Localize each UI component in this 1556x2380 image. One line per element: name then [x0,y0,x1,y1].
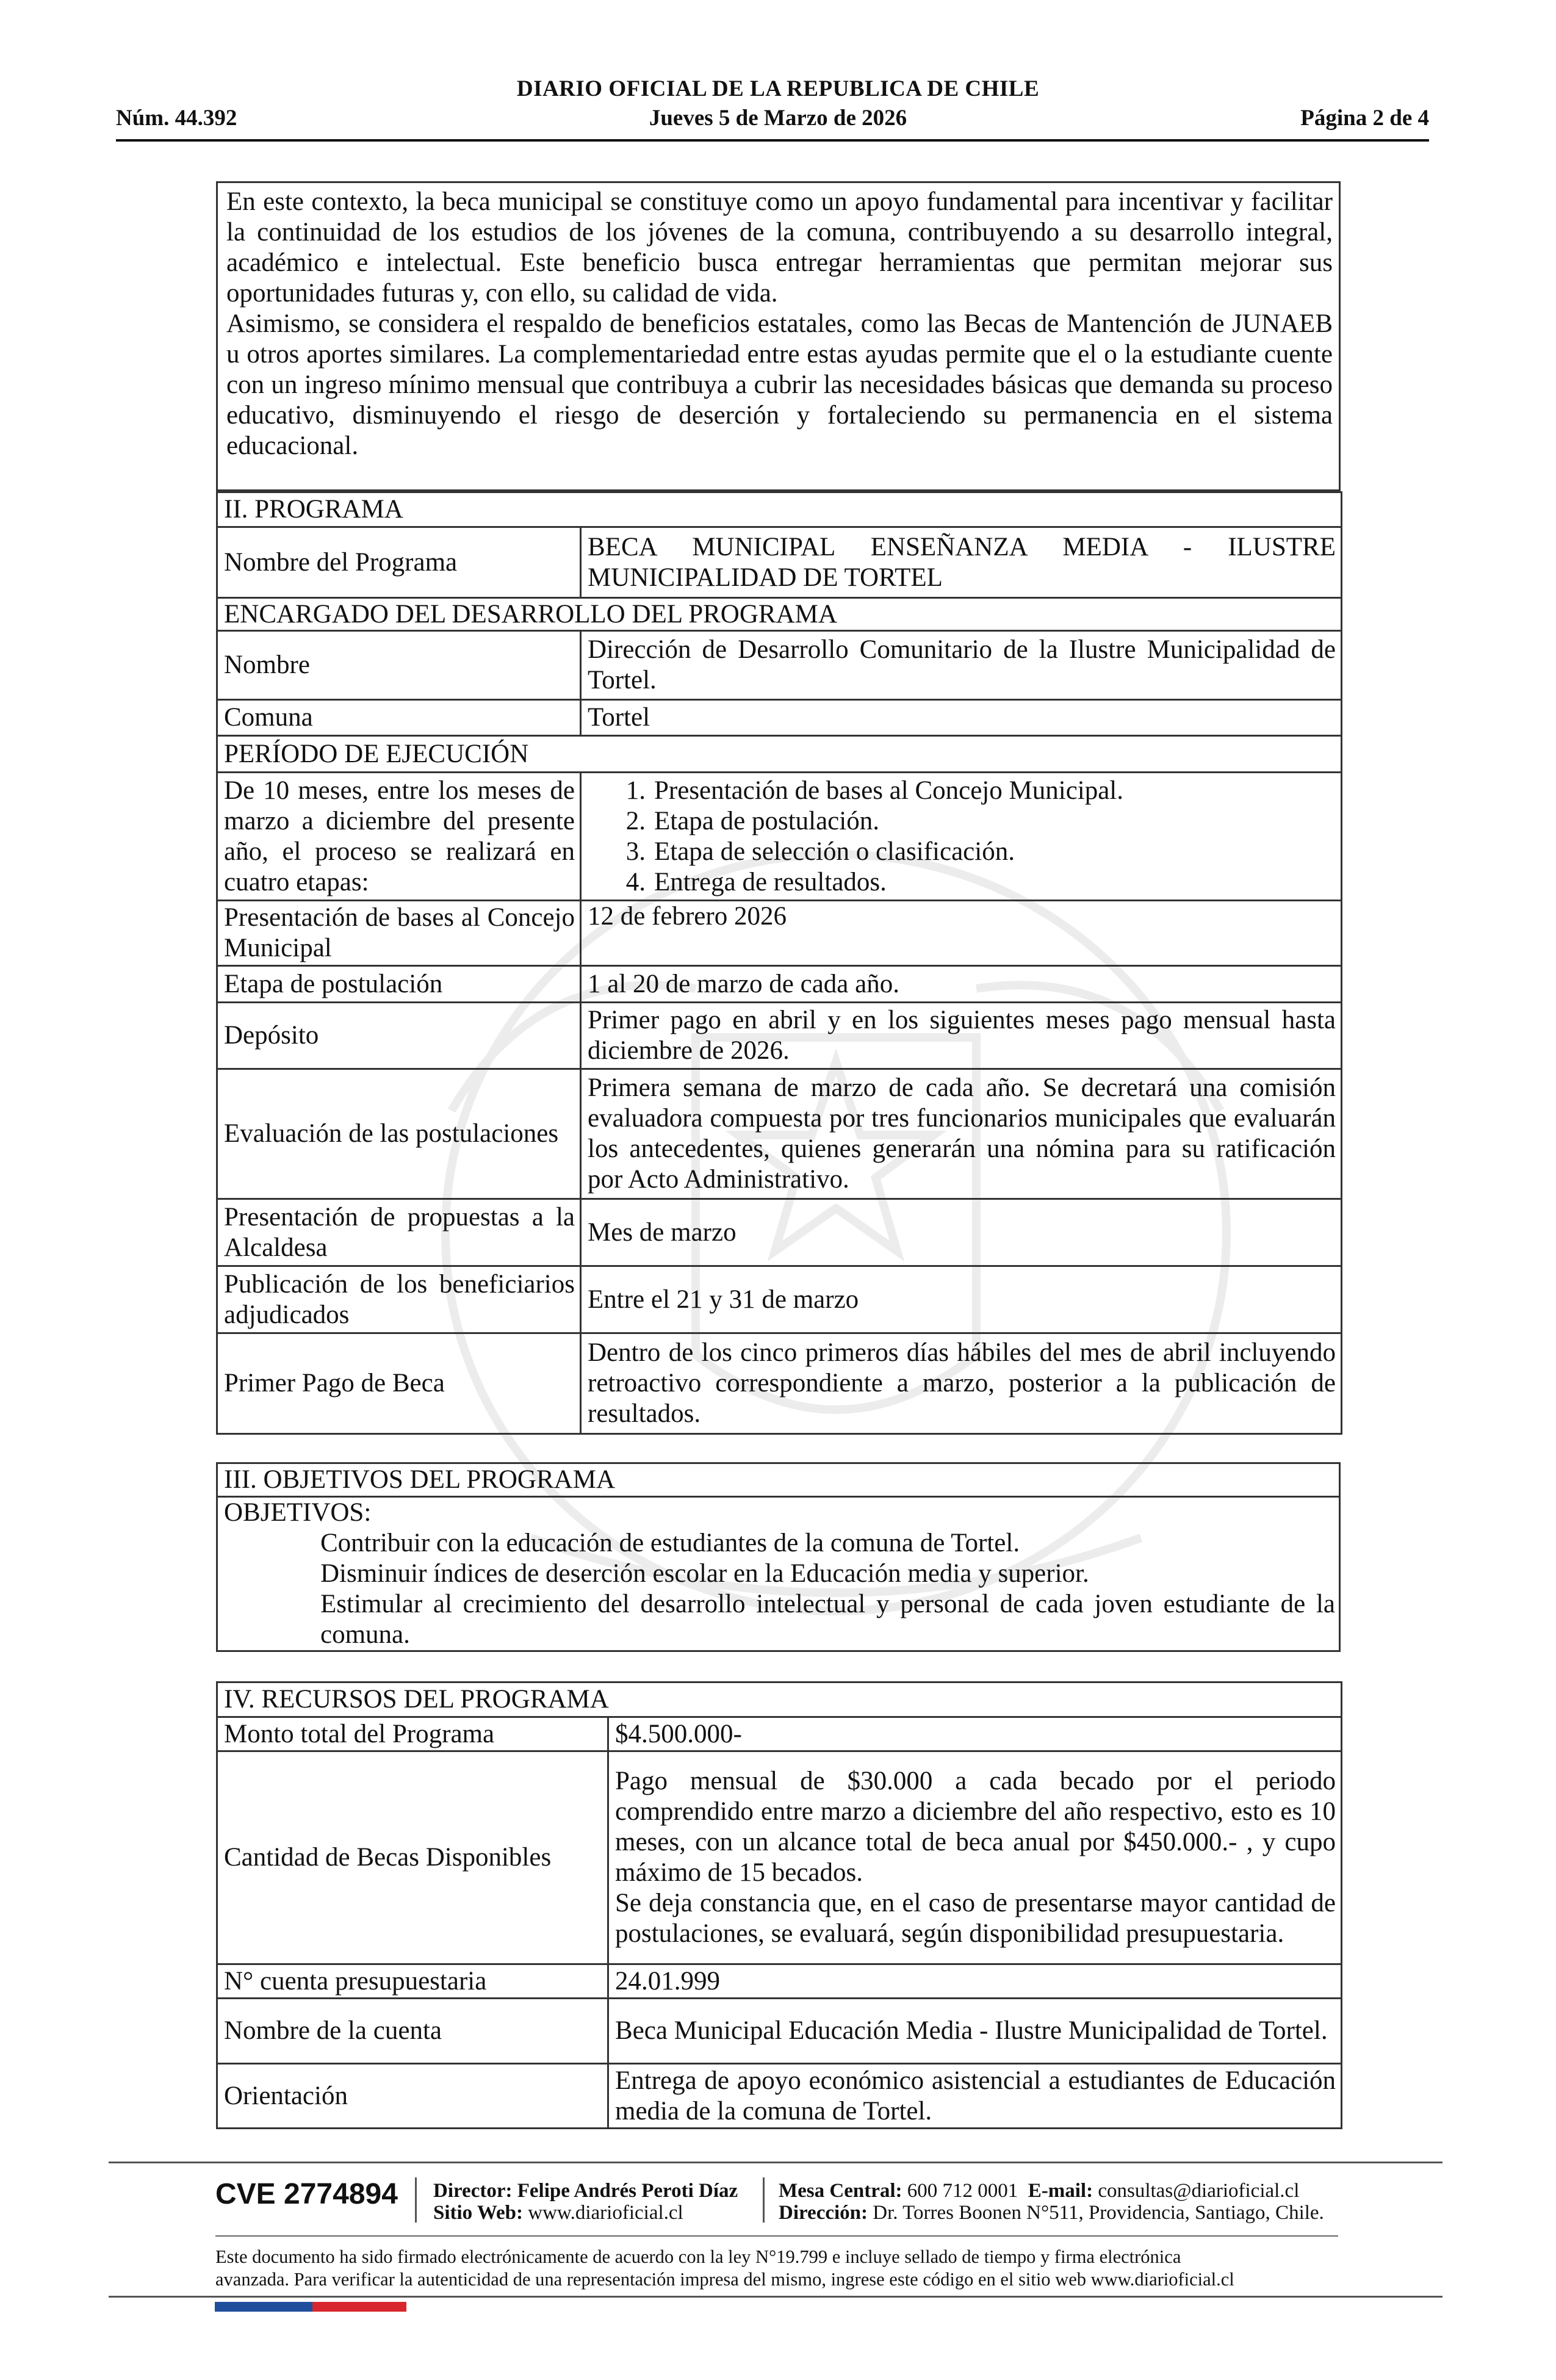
director-info [433,2180,738,2224]
newspaper-title: DIARIO OFICIAL DE LA REPUBLICA DE CHILE [516,76,1040,101]
footer-separator [763,2177,765,2223]
label-encargado-nombre: Nombre [217,631,581,700]
encargado-header: ENCARGADO DEL DESARROLLO DEL PROGRAMA [217,598,1342,631]
value-becas [608,1751,1342,1964]
table-row-value: 12 de febrero 2026 [581,901,1342,966]
legal-line: avanzada. Para verificar la autenticidad de una representación impresa del mismo, ingrese este código en el sitio web www.diarioficial.cl [215,2269,1234,2290]
table-row-value: Dentro de los cinco primeros días hábiles del mes de abril incluyendo retroactivo correspondiente a marzo, posterior a la publicación de resultados. [581,1333,1342,1434]
label-nombre-programa: Nombre del Programa [217,527,581,598]
label-becas: Cantidad de Becas Disponibles [217,1751,608,1964]
list-item: Estimular al crecimiento del desarrollo intelectual y personal de cada joven estudiante de la comuna. [320,1590,1335,1649]
website-link[interactable]: www.diarioficial.cl [528,2202,683,2224]
objetivos-title: OBJETIVOS: [224,1498,372,1527]
direccion-label: Dirección: [779,2202,868,2224]
value-monto: $4.500.000- [608,1717,1342,1751]
becas-paragraph-1: Pago mensual de $30.000 a cada becado por el periodo comprendido entre marzo a diciembre del año respectivo, esto es 10 meses, con un alcance total de beca anual por $450.000.- , y cupo máximo de 15 becados. [615,1767,1336,1887]
legal-line: Este documento ha sido firmado electrónicamente de acuerdo con la ley N°19.799 e incluye sellado de tiempo y firma electrónica [215,2246,1181,2267]
list-item: Contribuir con la educación de estudiantes de la comuna de Tortel. [320,1529,1020,1557]
table-row-label: Publicación de los beneficiarios adjudicados [217,1266,581,1333]
cve-code: CVE 2774894 [215,2178,398,2210]
label-periodo: De 10 meses, entre los meses de marzo a diciembre del presente año, el proceso se realizará en cuatro etapas: [217,773,581,901]
section-title-objetivos: III. OBJETIVOS DEL PROGRAMA [218,1464,1339,1498]
table-row-value: 1 al 20 de marzo de cada año. [581,966,1342,1003]
website-label: Sitio Web: [433,2202,524,2224]
mesa-phone: 600 712 0001 [907,2180,1018,2202]
footer-separator [415,2177,417,2223]
contact-info [779,2180,1324,2224]
list-item: 1. Presentación de bases al Concejo Municipal. [625,776,1124,805]
intro-paragraph-1: En este contexto, la beca municipal se constituye como un apoyo fundamental para incentivar y facilitar la continuidad de los estudios de los jóvenes de la comuna, contribuyendo a su desarrollo integral, académico e intelectual. Este beneficio busca entregar herramientas que permitan mejorar sus oportunidades futuras y, con ello, su calidad de vida. [226,187,1333,308]
value-nombre-programa: BECA MUNICIPAL ENSEÑANZA MEDIA - ILUSTRE MUNICIPALIDAD DE TORTEL [581,527,1342,598]
flag-stripe-blue [215,2302,312,2312]
issue-number: Núm. 44.392 [116,106,237,131]
value-nombre-cuenta: Beca Municipal Educación Media - Ilustre Municipalidad de Tortel. [608,1999,1342,2064]
table-row-label: Presentación de propuestas a la Alcaldesa [217,1199,581,1266]
label-cuenta: N° cuenta presupuestaria [217,1964,608,1999]
value-cuenta: 24.01.999 [608,1964,1342,1999]
intro-paragraph-2: Asimismo, se considera el respaldo de beneficios estatales, como las Becas de Mantención de JUNAEB u otros aportes similares. La complementariedad entre estas ayudas permite que el o la estudiante cuente con un ingreso mínimo mensual que contribuya a cubrir las necesidades básicas que demanda su proceso educativo, disminuyendo el riesgo de deserción y fortaleciendo su permanencia en el sistema educacional. [226,309,1333,460]
objetivos-box [216,1462,1341,1652]
table-row-value: Primera semana de marzo de cada año. Se decretará una comisión evaluadora compuesta por tres funcionarios municipales que evaluarán los antecedentes, quienes generarán una nómina para su ratificación por Acto Administrativo. [581,1069,1342,1199]
table-row-value: Entre el 21 y 31 de marzo [581,1266,1342,1333]
value-encargado-nombre: Dirección de Desarrollo Comunitario de la Ilustre Municipalidad de Tortel. [581,631,1342,700]
table-row-value: Primer pago en abril y en los siguientes meses pago mensual hasta diciembre de 2026. [581,1003,1342,1069]
label-nombre-cuenta: Nombre de la cuenta [217,1999,608,2064]
programa-table [216,491,1342,1435]
etapas-cell [581,773,1342,901]
flag-stripe-red [312,2302,406,2312]
footer-divider [109,2296,1443,2298]
recursos-table [216,1681,1342,2129]
footer-divider [109,2162,1443,2163]
table-row-label: Presentación de bases al Concejo Municipal [217,901,581,966]
etapas-list [588,776,1336,898]
label-monto: Monto total del Programa [217,1717,608,1751]
table-row-label: Evaluación de las postulaciones [217,1069,581,1199]
director-name: Felipe Andrés Peroti Díaz [517,2180,738,2202]
list-item: Disminuir índices de deserción escolar en la Educación media y superior. [320,1559,1089,1588]
section-title-programa: II. PROGRAMA [217,492,1342,527]
issue-date: Jueves 5 de Marzo de 2026 [649,106,907,131]
periodo-header: PERÍODO DE EJECUCIÓN [217,736,1342,773]
table-row-label: Etapa de postulación [217,966,581,1003]
intro-box [216,181,1341,491]
label-comuna: Comuna [217,700,581,736]
direccion-value: Dr. Torres Boonen N°511, Providencia, Santiago, Chile. [873,2202,1324,2224]
page-indicator: Página 2 de 4 [1300,106,1429,131]
table-row-label: Depósito [217,1003,581,1069]
header-divider [116,139,1429,142]
label-orientacion: Orientación [217,2064,608,2129]
objetivos-list [218,1528,1339,1650]
mesa-label: Mesa Central: [779,2180,902,2202]
email-label: E-mail: [1028,2180,1093,2202]
value-orientacion: Entrega de apoyo económico asistencial a estudiantes de Educación media de la comuna de Tortel. [608,2064,1342,2129]
becas-paragraph-2: Se deja constancia que, en el caso de presentarse mayor cantidad de postulaciones, se evaluará, según disponibilidad presupuestaria. [615,1889,1336,1948]
table-row-label: Primer Pago de Beca [217,1333,581,1434]
value-comuna: Tortel [581,700,1342,736]
footer-divider [215,2235,1338,2237]
section-title-recursos: IV. RECURSOS DEL PROGRAMA [217,1682,1342,1717]
list-item: 3. Etapa de selección o clasificación. [625,837,1015,866]
list-item: 4. Entrega de resultados. [625,867,887,896]
email-link[interactable]: consultas@diarioficial.cl [1098,2180,1300,2202]
list-item: 2. Etapa de postulación. [625,806,879,835]
table-row-value: Mes de marzo [581,1199,1342,1266]
legal-notice [215,2246,1338,2291]
director-label: Director: [433,2180,513,2202]
